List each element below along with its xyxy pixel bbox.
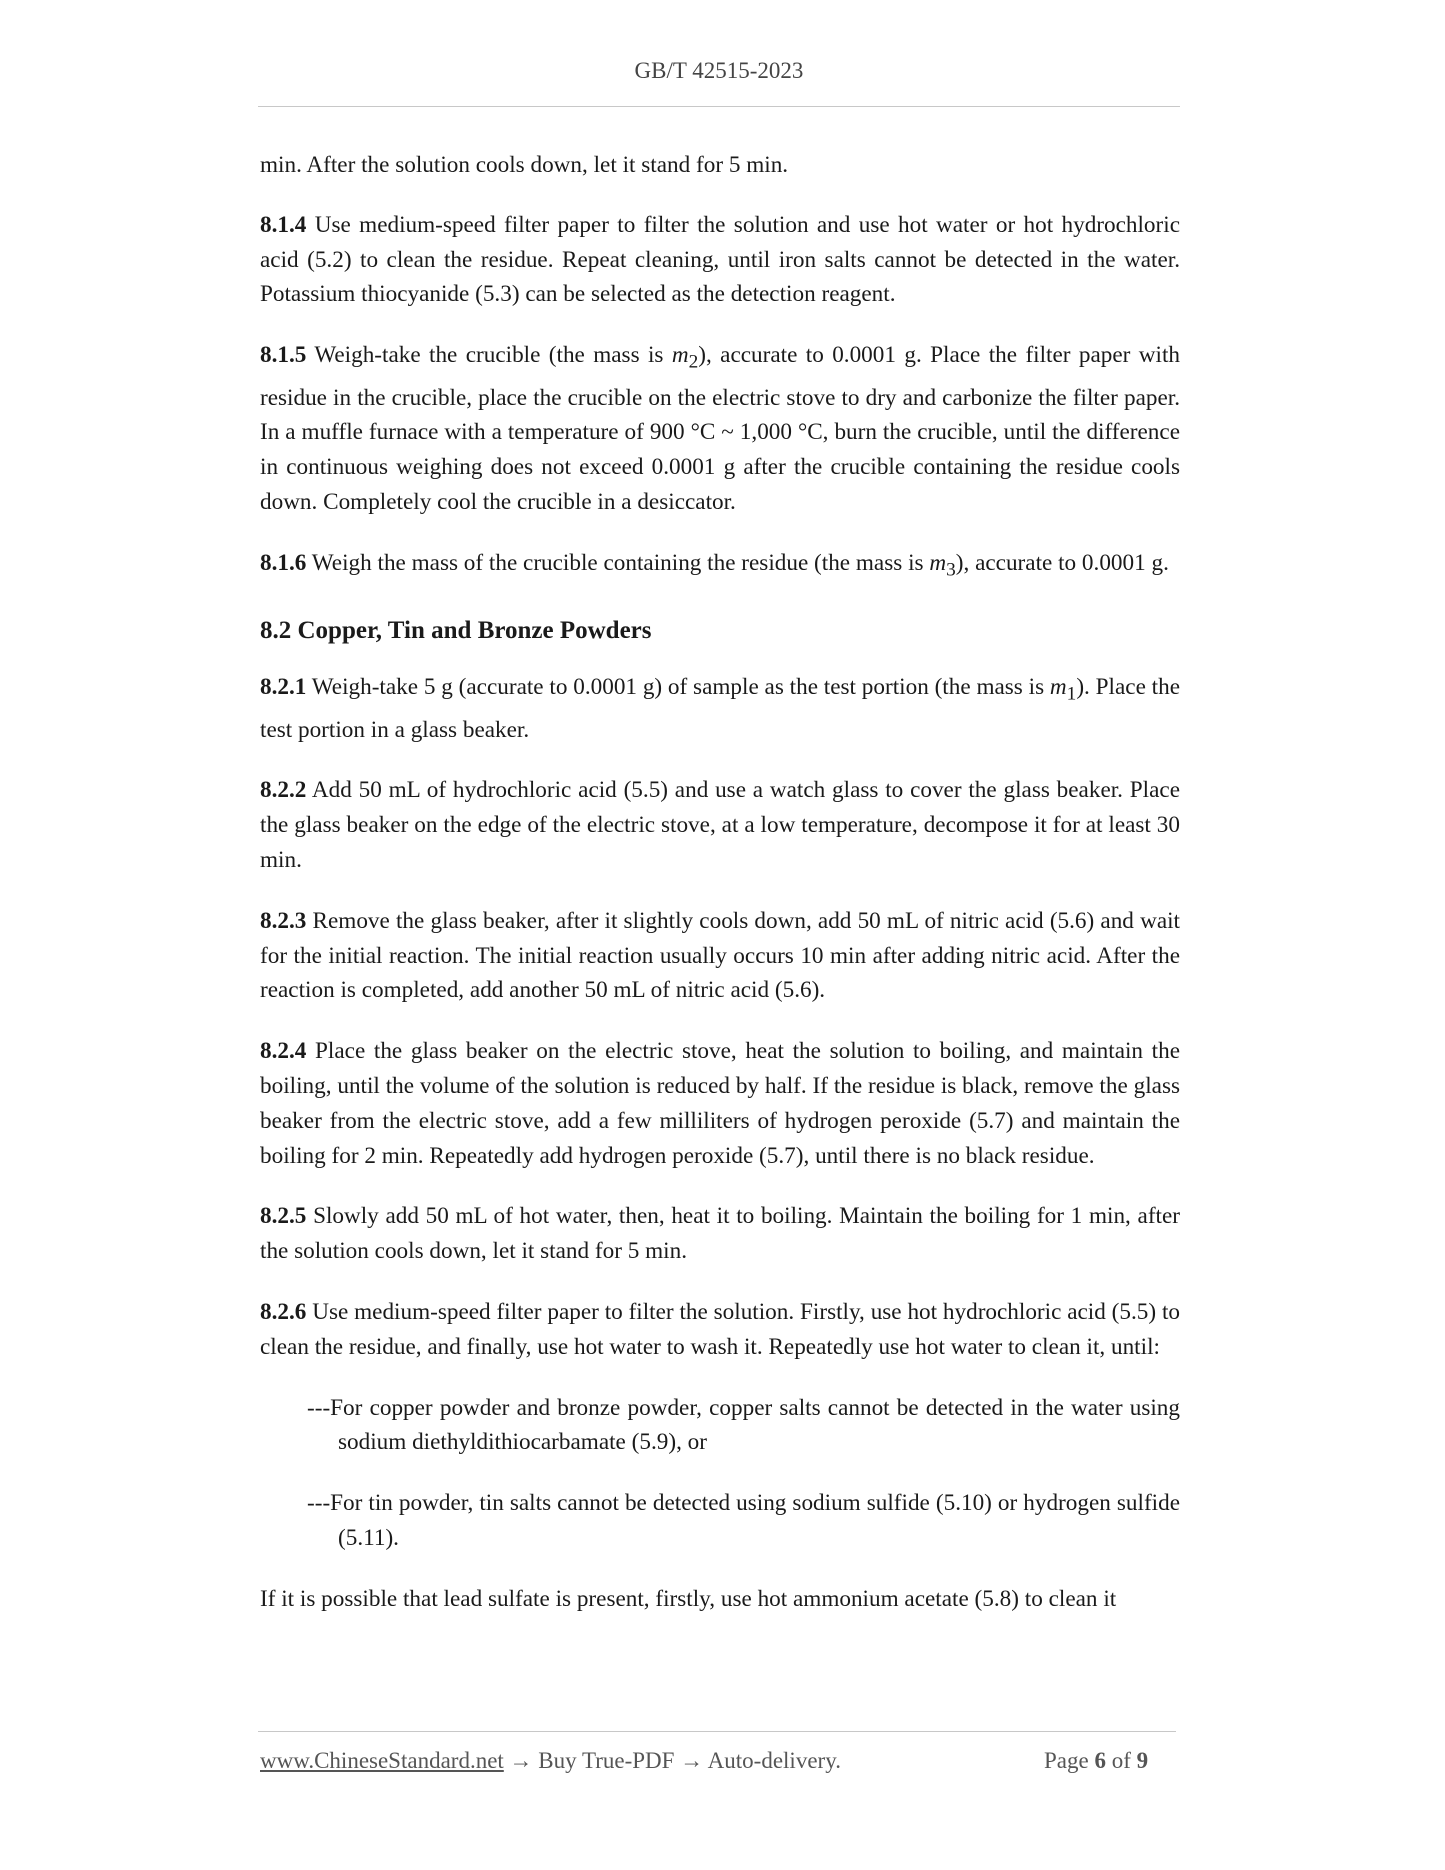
clause-8-1-6: 8.1.6 Weigh the mass of the crucible containing the residue (the mass is $m_3$), accurate to 0.0001 g. (260, 549, 1169, 581)
buy-true-pdf-text: Buy True-PDF (538, 1748, 675, 1773)
paragraph-continuation: min. After the solution cools down, let it stand for 5 min. (260, 152, 789, 178)
list-item-tin: ---For tin powder, tin salts cannot be detected using sodium sulfide (5.10) or hydrogen sulfide (5.11). (307, 1490, 1180, 1552)
clause-8-2-5: 8.2.5 Slowly add 50 mL of hot water, then, heat it to boiling. Maintain the boiling for 1 min, after the solution cools down, let it stand for 5 min. (260, 1203, 1180, 1265)
auto-delivery-text: Auto-delivery. (707, 1748, 841, 1773)
clause-number: 8.1.6 (260, 549, 307, 576)
variable-subscript: 1 (1066, 683, 1077, 705)
variable-subscript: 3 (946, 559, 956, 581)
page-header-title: GB/T 42515-2023 (634, 58, 804, 83)
clause-8-2-6: 8.2.6 Use medium-speed filter paper to filter the solution. Firstly, use hot hydrochloric acid (5.5) to clean the residue, and finally, use hot water to wash it. Repeatedly use hot water to clean it, until: (260, 1299, 1180, 1360)
total-page-number: 9 (1136, 1748, 1149, 1773)
current-page-number: 6 (1094, 1748, 1106, 1773)
clause-8-2-3: 8.2.3 Remove the glass beaker, after it slightly cools down, add 50 mL of nitric acid (5.6) and wait for the initial reaction. The initial reaction usually occurs 10 min after adding nitric acid. After the reaction is completed, add another 50 mL of nitric acid (5.6). (260, 907, 1180, 1004)
arrow-right-icon: → (509, 1748, 533, 1773)
clause-8-2-2: 8.2.2 Add 50 mL of hydrochloric acid (5.5) and use a watch glass to cover the glass beaker. Place the glass beaker on the edge of the electric stove, at a low temperature, decompose it for at least 30 min. (260, 777, 1180, 874)
clause-8-2-4: 8.2.4 Place the glass beaker on the electric stove, heat the solution to boiling, and maintain the boiling, until the volume of the solution is reduced by half. If the residue is black, remove the glass beaker from the electric stove, add a few milliliters of hydrogen peroxide (5.7) and maintain the boiling for 2 min. Repeatedly add hydrogen peroxide (5.7), until there is no black residue. (260, 1038, 1180, 1169)
clause-number: 8.2.6 (260, 1299, 307, 1326)
footer-divider (258, 1731, 1176, 1732)
paragraph-lead-sulfate: If it is possible that lead sulfate is present, firstly, use hot ammonium acetate (5.8) to clean it (260, 1585, 1117, 1612)
variable-subscript: 2 (688, 351, 699, 373)
document-body (260, 148, 1180, 1643)
clause-8-1-5: 8.1.5 Weigh-take the crucible (the mass is $m_2$), accurate to 0.0001 g. Place the filter paper with residue in the crucible, place the crucible on the electric stove to dry and carbonize the filter paper. In a muffle furnace with a temperature of 900 °C ~ 1,000 °C, burn the crucible, until the difference in continuous weighing does not exceed 0.0001 g after the crucible containing the residue cools down. Completely cool the crucible in a desiccator. (260, 342, 1180, 516)
variable-m: m (671, 342, 689, 369)
header-divider (258, 106, 1180, 107)
variable-m: m (929, 549, 947, 576)
clause-number: 8.2.4 (260, 1038, 307, 1065)
clause-number: 8.2.3 (260, 907, 307, 934)
clause-number: 8.1.4 (260, 211, 307, 238)
clause-number: 8.2.2 (260, 777, 307, 804)
page-indicator: Page 6 of 9 (1044, 1748, 1149, 1773)
arrow-right-icon: → (680, 1748, 704, 1773)
variable-m: m (1049, 674, 1067, 701)
chinesestandard-link[interactable]: www.ChineseStandard.net (260, 1748, 504, 1773)
section-heading-8-2: 8.2 Copper, Tin and Bronze Powders (260, 617, 652, 645)
clause-number: 8.2.5 (260, 1203, 307, 1230)
list-item-copper: ---For copper powder and bronze powder, copper salts cannot be detected in the water using sodium diethyldithiocarbamate (5.9), or (307, 1394, 1180, 1456)
clause-number: 8.2.1 (260, 674, 307, 701)
footer-links (260, 1748, 841, 1774)
clause-8-2-1: 8.2.1 Weigh-take 5 g (accurate to 0.0001 g) of sample as the test portion (the mass is $m_1$). Place the test portion in a glass beaker. (260, 674, 1180, 743)
clause-number: 8.1.5 (260, 342, 307, 369)
clause-8-1-4: 8.1.4 Use medium-speed filter paper to filter the solution and use hot water or hot hydrochloric acid (5.2) to clean the residue. Repeat cleaning, until iron salts cannot be detected in the water. Potassium thiocyanide (5.3) can be selected as the detection reagent. (260, 211, 1180, 308)
